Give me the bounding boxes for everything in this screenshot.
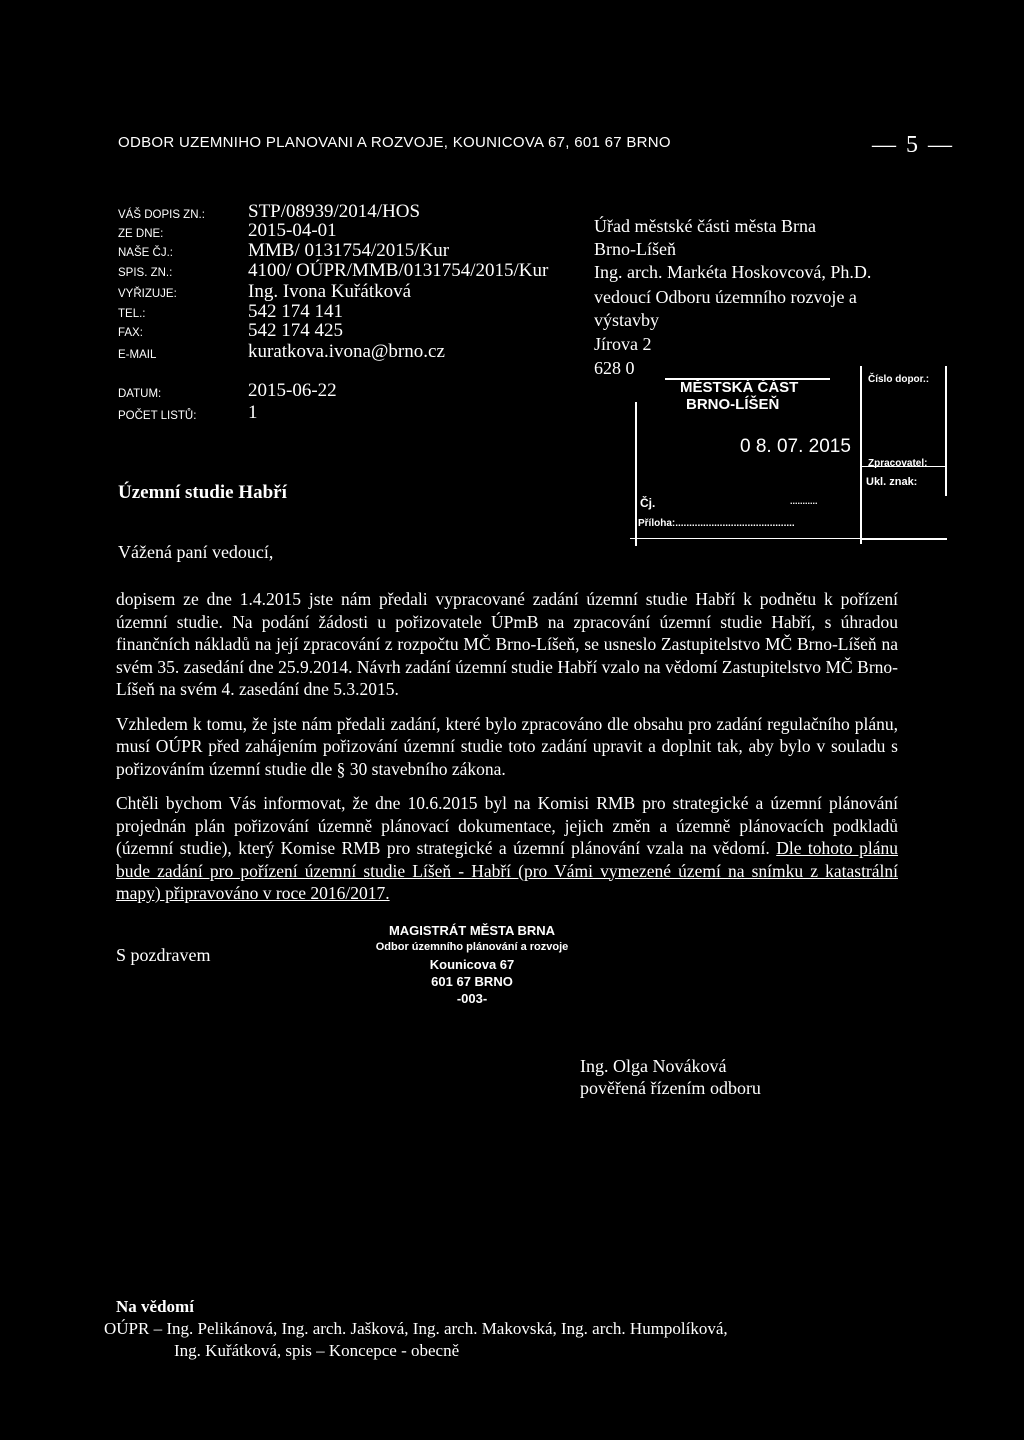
meta-label: VÁŠ DOPIS ZN.: [118, 209, 205, 221]
meta-value: MMB/ 0131754/2015/Kur [248, 240, 450, 261]
meta-label: ZE DNE: [118, 228, 164, 240]
meta-value: 4100/ OÚPR/MMB/0131754/2015/Kur [248, 260, 549, 281]
stamp-cislo: Číslo dopor.: [868, 374, 930, 385]
signature-block [580, 1055, 761, 1099]
meta-label: TEL.: [118, 308, 146, 320]
meta-value: kuratkova.ivona@brno.cz [248, 341, 445, 362]
signature-name: Ing. Olga Nováková [580, 1056, 727, 1076]
stamp-priloha: Příloha:........................................... [638, 518, 795, 529]
meta-label: SPIS. ZN.: [118, 267, 173, 279]
stamp-date: 0 8. 07. 2015 [740, 436, 851, 457]
meta-value: 2015-04-01 [248, 220, 337, 241]
stamp-ukl: Ukl. znak: [866, 476, 918, 488]
signature-role: pověřená řízením odboru [580, 1078, 761, 1098]
header-org-line: ODBOR UZEMNIHO PLANOVANI A ROZVOJE, KOUNICOVA 67, 601 67 BRNO [118, 134, 671, 151]
stamp-cj: Čj. [640, 496, 656, 510]
meta-value: 542 174 425 [248, 320, 343, 341]
body-paragraph: dopisem ze dne 1.4.2015 jste nám předali vypracované zadání územní studie Habří k podnětu k pořízení územní studie. Na podání žádosti u pořizovatele ÚPmB na zpracování územní studie Habří, s úhradou finančních nákladů na její zpracování z rozpočtu MČ Brno-Líšeň, se usneslo Zastupitelstvo MČ Brno-Líšeň na svém 35. zasedání dne 25.9.2014. Návrh zadání územní studie Habří vzalo na vědomí Zastupitelstvo MČ Brno-Líšeň na svém 4. zasedání dne 5.3.2015. [116, 589, 898, 699]
letter-body [116, 588, 898, 917]
salutation: Vážená paní vedoucí, [118, 542, 274, 562]
cc-line: OÚPR – Ing. Pelikánová, Ing. arch. Jašková, Ing. arch. Makovská, Ing. arch. Humpolíková, [104, 1319, 728, 1338]
page-mark: — 5 — [872, 132, 954, 158]
body-text-underlined: Dle tohoto plánu bude zadání pro pořízení územní studie Líšeň - Habří (pro Vámi vymezené území na snímku z katastrální mapy) připravováno v roce 2016/2017. [116, 838, 898, 903]
meta-label: E-MAIL [118, 349, 157, 361]
recipient-line: vedoucí Odboru územního rozvoje a [594, 287, 857, 307]
body-paragraph: Vzhledem k tomu, že jste nám předali zadání, které bylo zpracováno dle obsahu pro zadání regulačního plánu, musí OÚPR před zahájením pořizování územní studie toto zadání upravit a doplnit tak, aby bylo v souladu s pořizováním územní studie dle § 30 stavebního zákona. [116, 713, 898, 779]
official-stamp-line: Odbor územního plánování a rozvoje [375, 941, 569, 953]
received-stamp [630, 366, 960, 546]
cc-line: Ing. Kuřátková, spis – Koncepce - obecně [174, 1341, 460, 1360]
body-text: Chtěli bychom Vás informovat, že dne 10.6.2015 byl na Komisi RMB pro strategické a územní plánování projednán plán pořizování územně plánovací dokumentace, jejich změn a územně plánovacích podkladů (územní studie), který Komise RMB pro strategické a územní plánování vzala na vědomí. [116, 793, 898, 858]
stamp-office: MĚSTSKÁ ČÁST [680, 379, 799, 396]
letter-title: Územní studie Habří [118, 482, 287, 503]
cc-heading: Na vědomí [116, 1297, 194, 1316]
recipient-line: Ing. arch. Markéta Hoskovcová, Ph.D. [594, 262, 872, 282]
meta-value: 1 [248, 402, 258, 423]
stamp-zpracovatel: Zpracovatel: [868, 458, 928, 469]
meta-value: STP/08939/2014/HOS [248, 201, 421, 222]
official-stamp-line: -003- [456, 991, 488, 1006]
official-stamp-line: MAGISTRÁT MĚSTA BRNA [388, 923, 556, 938]
meta-label: VYŘIZUJE: [118, 288, 177, 300]
recipient-line: Jírova 2 [594, 334, 652, 354]
recipient-line: Úřad městské části města Brna [594, 216, 816, 236]
recipient-line: 628 0 [594, 358, 635, 378]
meta-value: Ing. Ivona Kuřátková [248, 281, 412, 302]
body-paragraph [116, 792, 898, 905]
meta-value: 542 174 141 [248, 301, 343, 322]
official-stamp [372, 922, 572, 1007]
official-stamp-line: 601 67 BRNO [431, 974, 513, 989]
meta-value: 2015-06-22 [248, 380, 337, 401]
cc-block [104, 1296, 728, 1362]
meta-label: POČET LISTŮ: [118, 410, 197, 422]
meta-label: NAŠE ČJ.: [118, 247, 173, 259]
stamp-district: BRNO-LÍŠEŇ [686, 396, 780, 413]
meta-label: DATUM: [118, 388, 162, 400]
recipient-line: Brno-Líšeň [594, 239, 676, 259]
meta-label: FAX: [118, 327, 143, 339]
official-stamp-line: Kounicova 67 [429, 957, 515, 972]
stamp-dots: ........... [790, 496, 818, 506]
recipient-line: výstavby [594, 310, 659, 330]
closing: S pozdravem [116, 945, 211, 965]
